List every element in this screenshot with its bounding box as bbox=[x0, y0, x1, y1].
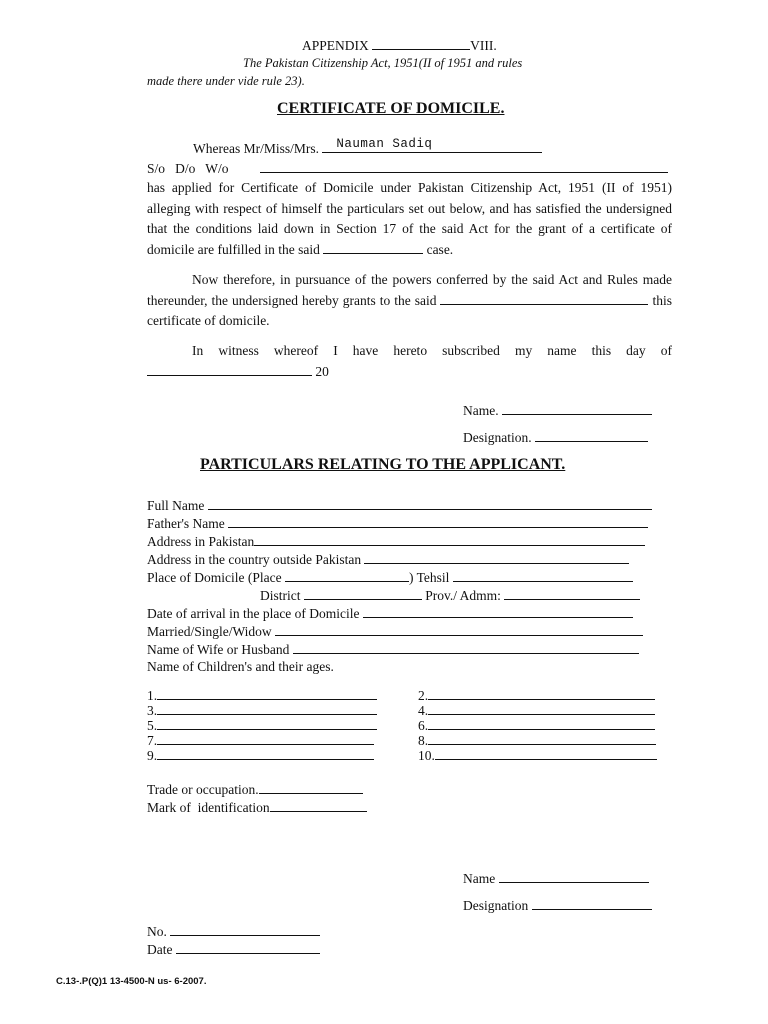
number-row bbox=[147, 923, 320, 940]
address-pakistan-label: Address in Pakistan bbox=[147, 534, 255, 549]
province-field[interactable] bbox=[504, 587, 640, 600]
place-of-domicile-label: Place of Domicile (Place bbox=[147, 570, 282, 585]
child-number: 6. bbox=[418, 718, 429, 733]
date-arrival-label: Date of arrival in the place of Domicile bbox=[147, 606, 360, 621]
child-number: 10. bbox=[418, 748, 435, 763]
date-field[interactable] bbox=[176, 941, 320, 954]
tehsil-field[interactable] bbox=[453, 569, 633, 582]
date-arrival-field[interactable] bbox=[363, 605, 633, 618]
signatory-name-row bbox=[463, 402, 652, 419]
fathers-name-row bbox=[147, 515, 648, 532]
child-number: 1. bbox=[147, 688, 158, 703]
child-number: 7. bbox=[147, 733, 158, 748]
marital-status-field[interactable] bbox=[275, 623, 643, 636]
address-outside-label: Address in the country outside Pakistan bbox=[147, 552, 362, 567]
child-field[interactable] bbox=[428, 687, 655, 700]
act-reference-line1: The Pakistan Citizenship Act, 1951(II of 1951 and rules bbox=[243, 56, 523, 70]
province-label: Prov./ Admm: bbox=[425, 588, 501, 603]
form-code-footer: C.13-.P(Q)1 13-4500-N us- 6-2007. bbox=[56, 976, 207, 987]
paragraph-application-text: has applied for Certificate of Domicile under Pakistan Citizenship Act, 1951 (II of 1951) alleging with respect of himself the particulars set out below, and has satisfied the undersigned that the conditions laid down in Section 17 of the said Act for the grant of a certificate of domicile are fulfilled in the said bbox=[147, 180, 672, 258]
officer-name-row bbox=[463, 870, 649, 887]
tehsil-label: ) Tehsil bbox=[408, 570, 450, 585]
paragraph-witness bbox=[147, 341, 672, 382]
child-field[interactable] bbox=[157, 747, 374, 760]
full-name-row bbox=[147, 497, 652, 514]
district-label: District bbox=[260, 588, 301, 603]
appendix-number-blank[interactable] bbox=[372, 37, 470, 50]
child-number: 8. bbox=[418, 733, 429, 748]
child-field[interactable] bbox=[157, 732, 374, 745]
act-reference-line2: made there under vide rule 23). bbox=[147, 74, 305, 88]
officer-designation-field[interactable] bbox=[532, 897, 652, 910]
child-number: 9. bbox=[147, 748, 158, 763]
certificate-title: CERTIFICATE OF DOMICILE. bbox=[277, 100, 505, 117]
address-pakistan-row bbox=[147, 533, 645, 550]
relation-label: S/o D/o W/o bbox=[147, 161, 229, 176]
date-label: Date bbox=[147, 942, 173, 957]
appendix-suffix: VIII. bbox=[470, 38, 497, 53]
district-row bbox=[260, 587, 640, 604]
child-field[interactable] bbox=[157, 687, 377, 700]
officer-designation-label: Designation bbox=[463, 898, 529, 913]
appendix-prefix: APPENDIX bbox=[302, 38, 369, 53]
paragraph-witness-text: In witness whereof I have hereto subscribed my name this day of bbox=[192, 343, 672, 358]
paragraph-grant-text: Now therefore, in pursuance of the powers conferred by the said Act and Rules made thereunder, the undersigned hereby grants to the said bbox=[147, 272, 672, 308]
address-outside-row bbox=[147, 551, 629, 568]
child-number: 3. bbox=[147, 703, 158, 718]
child-number: 5. bbox=[147, 718, 158, 733]
child-field[interactable] bbox=[157, 702, 377, 715]
child-field[interactable] bbox=[428, 702, 655, 715]
marital-status-row bbox=[147, 623, 643, 640]
signatory-name-label: Name. bbox=[463, 403, 499, 418]
full-name-field[interactable] bbox=[208, 497, 652, 510]
officer-designation-row bbox=[463, 897, 652, 914]
marital-status-label: Married/Single/Widow bbox=[147, 624, 272, 639]
signatory-designation-field[interactable] bbox=[535, 429, 648, 442]
particulars-title: PARTICULARS RELATING TO THE APPLICANT. bbox=[200, 456, 566, 473]
address-pakistan-field[interactable] bbox=[254, 533, 645, 546]
child-number: 2. bbox=[418, 688, 429, 703]
place-of-domicile-row bbox=[147, 569, 633, 586]
signatory-designation-label: Designation. bbox=[463, 430, 532, 445]
appendix-heading bbox=[302, 37, 497, 54]
address-outside-field[interactable] bbox=[364, 551, 629, 564]
applicant-name-value: Nauman Sadiq bbox=[336, 137, 433, 151]
officer-name-field[interactable] bbox=[499, 870, 649, 883]
child-field[interactable] bbox=[435, 747, 657, 760]
number-label: No. bbox=[147, 924, 167, 939]
signatory-name-field[interactable] bbox=[502, 402, 652, 415]
paragraph-grant bbox=[147, 270, 672, 332]
fathers-name-field[interactable] bbox=[228, 515, 648, 528]
full-name-label: Full Name bbox=[147, 498, 205, 513]
child-field[interactable] bbox=[428, 732, 656, 745]
child-entry-10 bbox=[418, 747, 657, 764]
identification-mark-label: Mark of identification bbox=[147, 800, 270, 815]
signatory-designation-row bbox=[463, 429, 648, 446]
relation-line bbox=[147, 160, 668, 177]
child-field[interactable] bbox=[428, 717, 655, 730]
paragraph-application bbox=[147, 178, 672, 261]
trade-row bbox=[147, 781, 363, 798]
place-field[interactable] bbox=[285, 569, 409, 582]
paragraph-application-end: case. bbox=[426, 242, 454, 258]
district-field[interactable] bbox=[304, 587, 422, 600]
child-field[interactable] bbox=[157, 717, 377, 730]
children-heading: Name of Children's and their ages. bbox=[147, 659, 334, 674]
parent-spouse-name-field[interactable] bbox=[260, 160, 668, 173]
whereas-label: Whereas Mr/Miss/Mrs. bbox=[193, 141, 319, 156]
date-row bbox=[147, 941, 320, 958]
identification-mark-field[interactable] bbox=[270, 799, 367, 812]
day-blank[interactable] bbox=[147, 363, 312, 376]
child-number: 4. bbox=[418, 703, 429, 718]
whereas-line bbox=[193, 138, 542, 157]
spouse-field[interactable] bbox=[293, 641, 639, 654]
spouse-label: Name of Wife or Husband bbox=[147, 642, 290, 657]
trade-field[interactable] bbox=[259, 781, 363, 794]
identification-mark-row bbox=[147, 799, 367, 816]
officer-name-label: Name bbox=[463, 871, 496, 886]
grantee-blank[interactable] bbox=[440, 292, 648, 305]
case-blank[interactable] bbox=[323, 241, 423, 254]
paragraph-grant-end: this certificate of domicile. bbox=[147, 292, 672, 329]
date-arrival-row bbox=[147, 605, 633, 622]
trade-label: Trade or occupation. bbox=[147, 782, 259, 797]
year-prefix: 20 bbox=[315, 363, 329, 379]
spouse-row bbox=[147, 641, 639, 658]
fathers-name-label: Father's Name bbox=[147, 516, 225, 531]
child-entry-9 bbox=[147, 747, 374, 764]
applicant-name-field[interactable] bbox=[322, 138, 542, 153]
number-field[interactable] bbox=[170, 923, 320, 936]
